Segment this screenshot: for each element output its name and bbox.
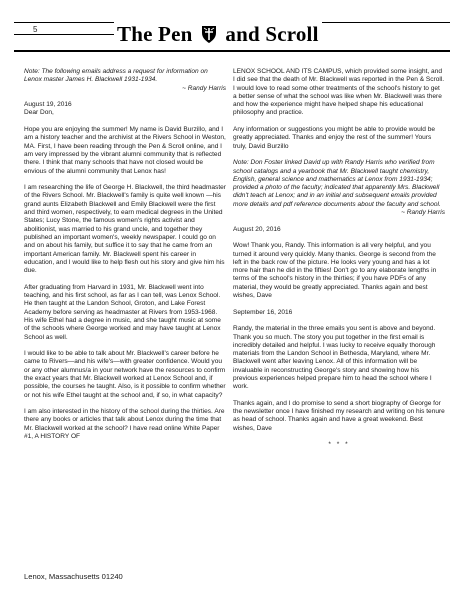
intro-note-signature: ~ Randy Harris [182,84,226,92]
letter-paragraph: Hope you are enjoying the summer! My name is David Burzillo, and I am a history teacher and the archivist at the Rivers School in Weston, MA. First, I have been reading through the Pen & Scroll online, and I am very impressed by the vibrant alumni community that is reflected there. I think that many schools that have not closed would be envious of the alumni community that Lenox has! [24,126,226,175]
letter-date-3: September 16, 2016 [233,308,293,316]
letter-paragraph: LENOX SCHOOL AND ITS CAMPUS, which provided some insight, and I did see that the death of Mr. Blackwell was reported in the Pen & Scroll. I would love to read some other treatments of the school's history to get a better sense of what the school was like when Mr. Blackwell was there and how the experience might have helped shape his educational philosophy and practice. [233,68,445,117]
letter-paragraph: After graduating from Harvard in 1931, Mr. Blackwell went into teaching, and his first school, as far as I can tell, was Lenox School. He then taught at the Landon School, Groton, and Lake Forest Academy before serving as headmaster at Rivers from 1953-1968. His wife Ethel had a degree in music, and she taught music at some of the schools where George worked and may have taught at Lenox School as well. [24,283,221,341]
letter-paragraph: Any information or suggestions you might be able to provide would be greatly appreciated. Thanks and enjoy the rest of the summer! Yours truly, David Burzillo [233,126,435,150]
letter-paragraph: Randy, the material in the three emails you sent is above and beyond. Thank you so much. The story you put together in the first email is incredibly detailed and helpful. I was lucky to receive equally thorough materials from the Landon School in Bethesda, Maryland, where Mr. Blackwell went after leaving Lenox. All of this information will be invaluable in reconstructing George's story and showing how his previous experiences helped prepare him to head the school where I work. [233,325,436,391]
masthead [14,22,450,52]
letter-greeting: Dear Don, [24,109,54,117]
page-number: 5 [33,25,38,34]
footer-location: Lenox, Massachusetts 01240 [24,572,123,581]
editor-note: Note: Don Foster linked David up with Randy Harris who verified from school catalogs and a yearbook that Mr. Blackwell taught chemistry, English, general science and mathematics at Lenox from 1931-1934; provided a photo of the faculty; indicated that apparently Mrs. Blackwell didn't teach at Lenox; and in an initial and subsequent emails provided more details and pdf reference documents about the faculty and school. ~ Randy Harris [233,159,445,217]
newsletter-title [114,22,322,47]
letter-date-1: August 19, 2016 Dear Don, [24,101,72,117]
letter-paragraph: Thanks again, and I do promise to send a short biography of George for the newsletter once I have finished my research and writing on his tenure as head of school. Thanks again and have a great weekend. Best wishes, Dave [233,399,445,432]
letter-paragraph: I am researching the life of George H. Blackwell, the third headmaster of the Rivers School. Mr. Blackwell's family is quite well known —his grand aunts Elizabeth Blackwell and Emily Blackwell were the first and third women, respectively, to earn medical degrees in the United States; Lucy Stone, the famous women's rights activist and abolitionist, was married to his grand uncle, and together they published an important women's, weekly newspaper. I could go on and on about his family, but suffice it to say that he came from an important American family. Mr. Blackwell spent his career in education, and I would like to help flesh out his story and give him his due. [24,184,226,275]
letter-paragraph: I am also interested in the history of the school during the thirties. Are there any books or articles that talk about Lenox during the time that Mr. Blackwell worked at the school? I have read online White Paper #1, A HISTORY OF [24,408,225,441]
letter-paragraph: Wow! Thank you, Randy. This information is all very helpful, and you turned it around very quickly. Many thanks. George is second from the left in the back row of the picture. He looks very young and has a lot more hair than he did in the fifties! Don't go to any elaborate lengths in terms of the school's history in the thirties; if you have PDFs of any material, they would be greatly appreciated. Thanks again and best wishes, Dave [233,242,437,300]
left-column [24,68,226,450]
editor-note-signature: ~ Randy Harris [401,209,445,217]
intro-note: Note: The following emails address a request for information on Lenox master James H. Blackwell 1931-1934. ~ Randy Harris [24,68,226,92]
masthead-middle-rule [14,34,122,35]
title-part-1: The Pen [117,22,193,46]
title-part-2: and Scroll [225,22,319,46]
letter-paragraph: I would like to be able to talk about Mr. Blackwell's career before he came to Rivers—and his wife's—with greater confidence. Would you or any other alumnus/a in your network have the resources to confirm the exact years that Mr. Blackwell worked at Lenox School and, if possible, the courses he taught. Also, is it possible to confirm whether or not his wife Ethel taught at the school and, if so, in what capacity? [24,350,226,399]
right-column [233,68,445,458]
masthead-bottom-rule [14,50,450,52]
section-divider: * * * [328,441,350,449]
school-crest-icon [200,24,218,44]
letter-date-2: August 20, 2016 [233,225,281,233]
